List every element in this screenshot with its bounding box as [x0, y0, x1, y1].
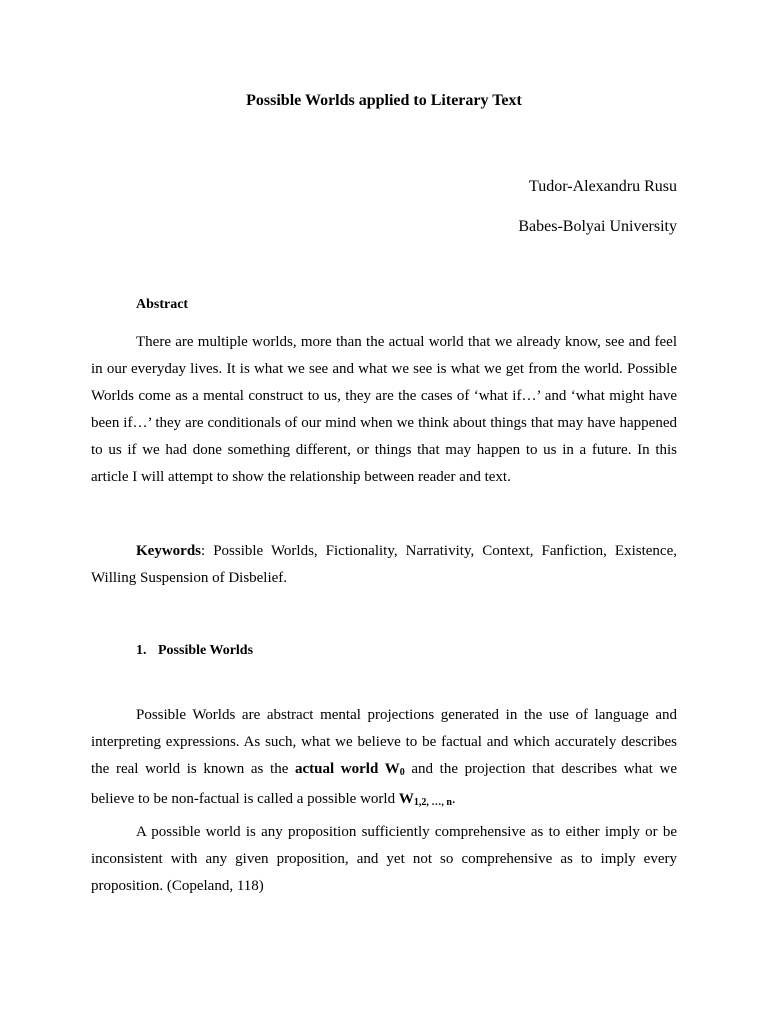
possible-world-term: [399, 791, 452, 807]
actual-world-label: actual world W: [295, 761, 400, 777]
copeland-quote: A possible world is any proposition sufficiently comprehensive as to either imply or be inconsistent with any given proposition, and yet not so comprehensive as to imply every proposition. (Copeland, 118): [91, 824, 677, 894]
paragraph-text-a: Possible Worlds are abstract mental projections generated in the use of language and interpreting expressions. As such, what we believe to be factual and which accurately describes the real world is known as the: [91, 707, 677, 777]
section-paragraph-1: [91, 702, 677, 816]
keywords-list: : Possible Worlds, Fictionality, Narrativity, Context, Fanfiction, Existence, Willing Suspension of Disbelief.: [91, 543, 677, 586]
section-paragraph-2: [91, 819, 677, 900]
author-affiliation: Babes-Bolyai University: [518, 218, 677, 235]
possible-world-subscript: 1,2, …, n: [413, 797, 452, 808]
keywords-label: Keywords: [136, 543, 201, 559]
paper-title: Possible Worlds applied to Literary Text: [246, 92, 522, 109]
paragraph-text-b: and the projection that describes what we believe to be non-factual is called a possible world: [91, 761, 677, 807]
paragraph-text-c: .: [451, 791, 456, 807]
author-name: Tudor-Alexandru Rusu: [529, 178, 677, 195]
abstract-heading: Abstract: [136, 297, 189, 312]
abstract-text: [91, 329, 677, 491]
section-heading: [136, 643, 253, 659]
section-title: Possible Worlds: [158, 643, 254, 658]
abstract-body: There are multiple worlds, more than the actual world that we already know, see and feel in our everyday lives. It is what we see and what we see is what we get from the world. Possible Worlds come as a mental construct to us, they are the cases of ‘what if…’ and ‘what might have been if…’ they are conditionals of our mind when we think about things that may have happened to us if we had done something different, or things that may happen to us in a future. In this article I will attempt to show the relationship between reader and text.: [91, 334, 677, 485]
section-number: 1.: [136, 643, 147, 658]
actual-world-term: [295, 761, 405, 777]
keywords-paragraph: [91, 538, 677, 592]
actual-world-subscript: 0: [399, 767, 405, 778]
possible-world-label: W: [398, 791, 414, 807]
